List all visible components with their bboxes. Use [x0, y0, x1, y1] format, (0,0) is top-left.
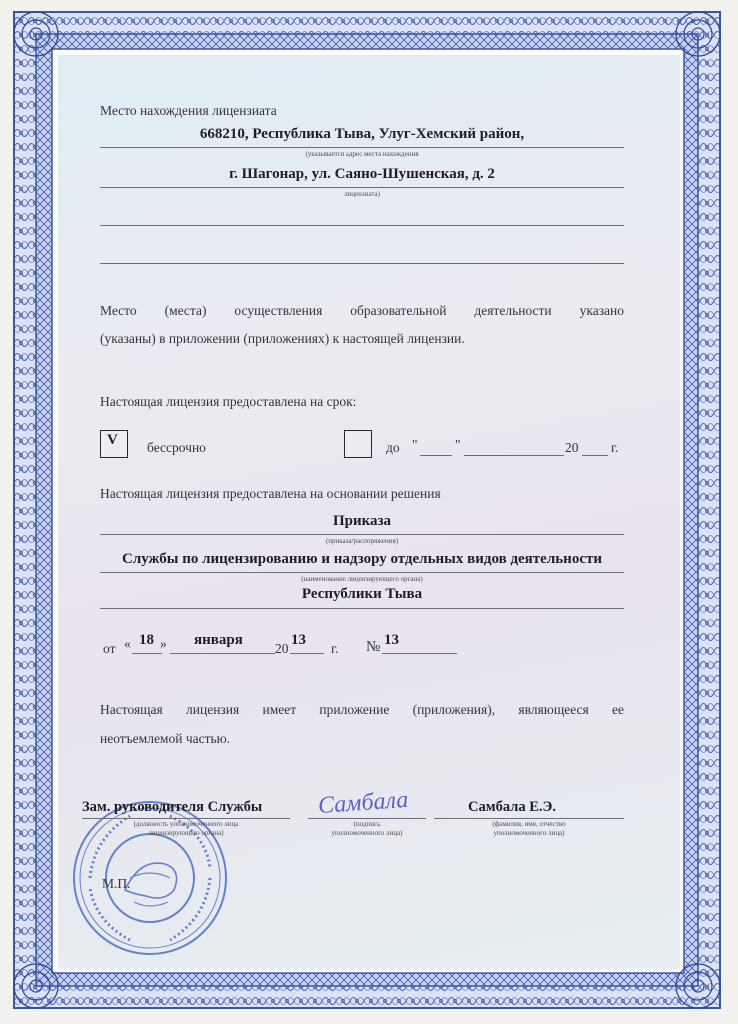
indefinite-checkbox: [100, 430, 128, 458]
appendix-line-1: Настоящая лицензия имеет приложение (приложения), являющееся ее: [100, 702, 624, 717]
name-rule: [434, 818, 624, 819]
date-year-suffix: г.: [331, 641, 339, 656]
address-line-1-rule: [100, 147, 624, 148]
position-rule: [82, 818, 290, 819]
until-month-rule: [464, 455, 564, 456]
date-year-prefix: 20: [275, 641, 289, 656]
until-year-prefix: 20: [565, 440, 579, 455]
number-rule: [382, 653, 457, 654]
date-year-rule: [290, 653, 324, 654]
signature-caption-2: уполномоченного лица): [331, 829, 403, 837]
decision-type-rule: [100, 534, 624, 535]
until-day-rule: [420, 455, 452, 456]
blank-rule-1: [100, 225, 624, 226]
appendix-line-2: неотъемлемой частью.: [100, 731, 231, 746]
until-year-suffix: г.: [611, 440, 619, 455]
handwritten-signature: Самбала: [317, 786, 410, 820]
date-quote-open: «: [124, 636, 131, 651]
signature-caption-1: (подпись: [353, 820, 381, 828]
position-caption-2: лицензирующего органа): [148, 829, 224, 837]
authority-line-1-rule: [100, 572, 624, 573]
signatory-name: Самбала Е.Э.: [468, 799, 556, 815]
until-date-checkbox: [344, 430, 372, 458]
stamp-label: М.П.: [102, 876, 131, 891]
date-day-rule: [132, 653, 162, 654]
authority-caption: (наименование лицензирующего органа): [301, 575, 423, 583]
check-mark: V: [107, 432, 118, 448]
license-number: 13: [384, 632, 399, 648]
authority-line-2-rule: [100, 608, 624, 609]
address-caption-1: (указывается адрес места нахождения: [305, 150, 419, 158]
licensee-location-label: Место нахождения лицензиата: [100, 103, 277, 118]
decision-type-caption: (приказа/распоряжения): [325, 537, 399, 545]
until-year-rule: [582, 455, 608, 456]
term-label: Настоящая лицензия предоставлена на срок:: [100, 394, 357, 409]
address-line-2: г. Шагонар, ул. Саяно-Шушенская, д. 2: [229, 166, 495, 182]
number-sign: №: [366, 639, 381, 655]
signature-rule: [308, 818, 426, 819]
indefinite-label: бессрочно: [147, 440, 206, 455]
date-from-label: от: [103, 641, 116, 656]
until-quote-open: ": [412, 437, 418, 452]
authority-line-2: Республики Тыва: [301, 586, 423, 602]
name-caption-1: (фамилия, имя, отчество: [492, 820, 566, 828]
date-day: 18: [139, 632, 154, 648]
basis-label: Настоящая лицензия предоставлена на основании решения: [100, 486, 441, 501]
date-month: января: [194, 632, 243, 648]
address-line-2-rule: [100, 187, 624, 188]
date-year: 13: [291, 632, 306, 648]
address-caption-2: лицензиата): [344, 190, 380, 198]
signatory-position: Зам. руководителя Службы: [82, 799, 263, 815]
date-quote-close: »: [160, 636, 167, 651]
address-line-1: 668210, Республика Тыва, Улуг-Хемский район,: [199, 126, 525, 142]
activity-place-line-2: (указаны) в приложении (приложениях) к настоящей лицензии.: [100, 331, 465, 346]
name-caption-2: уполномоченного лица): [493, 829, 565, 837]
date-month-rule: [170, 653, 275, 654]
until-quote-close: ": [455, 437, 461, 452]
blank-rule-2: [100, 263, 624, 264]
decision-type: Приказа: [332, 513, 392, 529]
authority-line-1: Службы по лицензированию и надзору отдельных видов деятельности: [122, 551, 602, 567]
activity-place-line-1: Место (места) осуществления образовательной деятельности указано: [100, 303, 624, 318]
until-prefix: до: [386, 440, 400, 455]
position-caption-1: (должность уполномоченного лица: [133, 820, 239, 828]
